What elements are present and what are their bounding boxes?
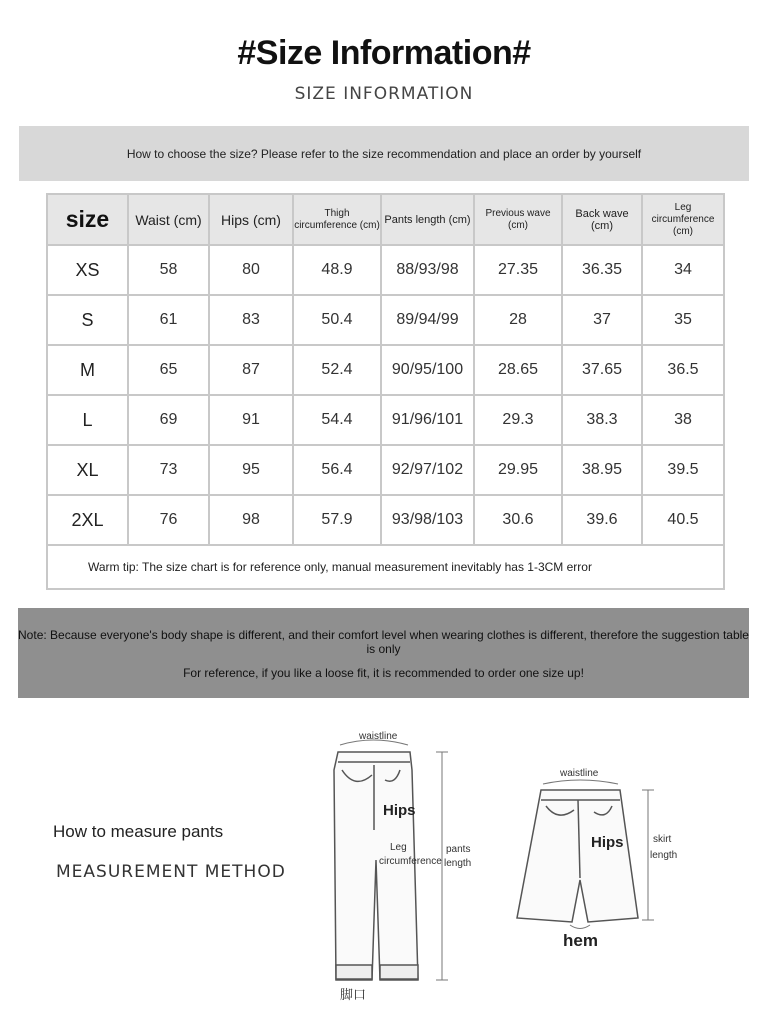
value-cell: 29.95	[474, 445, 562, 495]
value-cell: 95	[209, 445, 293, 495]
value-cell: 27.35	[474, 245, 562, 295]
value-cell: 48.9	[293, 245, 381, 295]
value-cell: 88/93/98	[381, 245, 474, 295]
value-cell: 40.5	[642, 495, 724, 545]
value-cell: 80	[209, 245, 293, 295]
value-cell: 58	[128, 245, 209, 295]
header-size: size	[47, 194, 128, 245]
page-subtitle: SIZE INFORMATION	[294, 84, 474, 104]
page-title: #Size Information#	[237, 34, 531, 72]
value-cell: 92/97/102	[381, 445, 474, 495]
note-line-1: Note: Because everyone's body shape is different, and their comfort level when wearing clothes is different, therefore the suggestion table is only	[18, 628, 749, 656]
header-pants-length: Pants length (cm)	[381, 194, 474, 245]
value-cell: 38.95	[562, 445, 642, 495]
value-cell: 34	[642, 245, 724, 295]
value-cell: 52.4	[293, 345, 381, 395]
how-to-heading: How to measure pants	[53, 822, 224, 841]
value-cell: 36.35	[562, 245, 642, 295]
value-cell: 29.3	[474, 395, 562, 445]
header-waist: Waist (cm)	[128, 194, 209, 245]
skirt-waistline-label: waistline	[560, 768, 599, 779]
value-cell: 28	[474, 295, 562, 345]
skirt-illustration	[517, 790, 638, 922]
skirt-length-label-1: skirt	[653, 834, 672, 845]
value-cell: 90/95/100	[381, 345, 474, 395]
size-guide-text: How to choose the size? Please refer to the size recommendation and place an order by yourself	[126, 146, 642, 161]
value-cell: 65	[128, 345, 209, 395]
value-cell: 89/94/99	[381, 295, 474, 345]
skirt-length-label-2: length	[650, 850, 678, 861]
size-cell: XL	[47, 445, 128, 495]
size-cell: M	[47, 345, 128, 395]
value-cell: 73	[128, 445, 209, 495]
value-cell: 87	[209, 345, 293, 395]
header-previous-wave: Previous wave (cm)	[474, 194, 562, 245]
note-line-2: For reference, if you like a loose fit, it is recommended to order one size up!	[183, 666, 584, 680]
pants-hips-label: Hips	[383, 802, 416, 819]
value-cell: 56.4	[293, 445, 381, 495]
value-cell: 38.3	[562, 395, 642, 445]
value-cell: 91	[209, 395, 293, 445]
header-back-wave: Back wave (cm)	[562, 194, 642, 245]
header-hips: Hips (cm)	[209, 194, 293, 245]
warm-tip: Warm tip: The size chart is for reference only, manual measurement inevitably has 1-3CM error	[47, 545, 724, 589]
pants-hem-label: 脚口	[340, 987, 367, 1002]
value-cell: 36.5	[642, 345, 724, 395]
value-cell: 39.6	[562, 495, 642, 545]
header-leg-circumference: Leg circumference (cm)	[642, 194, 724, 245]
value-cell: 35	[642, 295, 724, 345]
value-cell: 69	[128, 395, 209, 445]
pants-leg-label-1: Leg	[390, 842, 407, 853]
value-cell: 98	[209, 495, 293, 545]
value-cell: 76	[128, 495, 209, 545]
value-cell: 39.5	[642, 445, 724, 495]
method-heading: MEASUREMENT METHOD	[56, 862, 286, 882]
size-cell: 2XL	[47, 495, 128, 545]
pants-leg-label-2: circumference	[379, 856, 442, 867]
skirt-hips-label: Hips	[591, 834, 624, 851]
size-cell: S	[47, 295, 128, 345]
value-cell: 30.6	[474, 495, 562, 545]
pants-length-label-2: length	[444, 858, 472, 869]
value-cell: 57.9	[293, 495, 381, 545]
pants-waistline-label: waistline	[359, 731, 398, 742]
value-cell: 37.65	[562, 345, 642, 395]
skirt-hem-label: hem	[563, 931, 598, 950]
value-cell: 50.4	[293, 295, 381, 345]
size-cell: L	[47, 395, 128, 445]
pants-length-label-1: pants	[446, 844, 471, 855]
value-cell: 91/96/101	[381, 395, 474, 445]
value-cell: 28.65	[474, 345, 562, 395]
value-cell: 61	[128, 295, 209, 345]
value-cell: 38	[642, 395, 724, 445]
value-cell: 83	[209, 295, 293, 345]
value-cell: 54.4	[293, 395, 381, 445]
value-cell: 37	[562, 295, 642, 345]
size-cell: XS	[47, 245, 128, 295]
header-thigh: Thigh circumference (cm)	[293, 194, 381, 245]
value-cell: 93/98/103	[381, 495, 474, 545]
